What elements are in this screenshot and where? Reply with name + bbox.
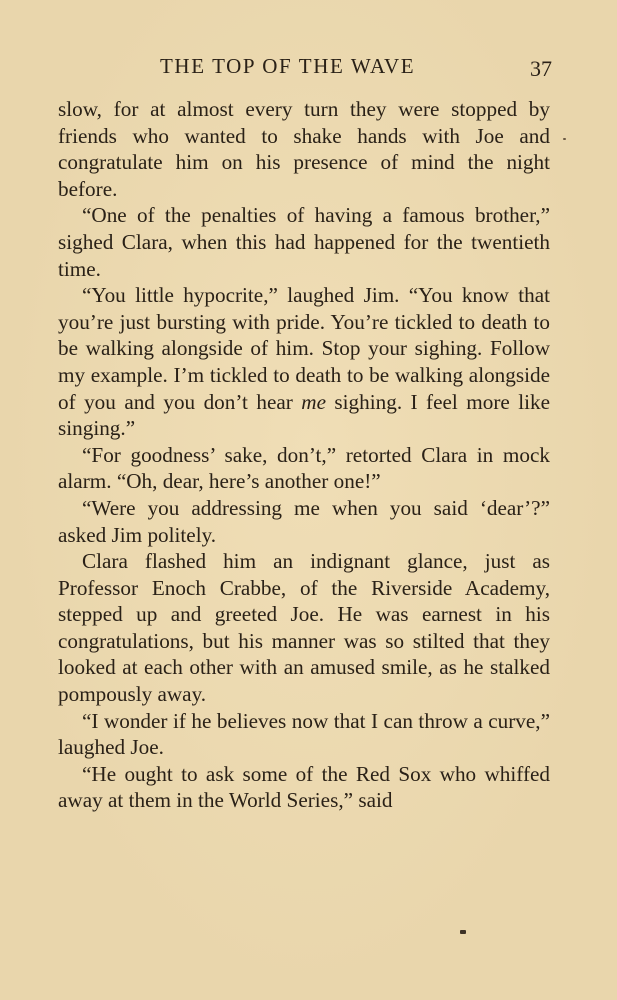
paragraph-continuation: slow, for at almost every turn they were stopped by friends who wanted to shake hands with Joe and congratulate him on his presence of mind the night before. xyxy=(58,97,550,201)
running-title: THE TOP OF THE WAVE xyxy=(160,54,416,78)
paragraph-jim-dear: “Were you addressing me when you said ‘dear’?” asked Jim politely. xyxy=(58,495,550,547)
paragraph-text-before-emphasis: “You little hypocrite,” laughed Jim. “You know that you’re just bursting with pride. You’re tickled to death to be walking alongside of him. Stop your sighing. Follow my example. I’m tickled to death to be walking alongside of you and you don’t hear xyxy=(58,283,550,414)
paper-speck xyxy=(563,138,566,140)
paragraph-red-sox: “He ought to ask some of the Red Sox who whiffed away at them in the World Series,” said xyxy=(58,761,550,813)
paragraph-clara-alarm: “For goodness’ sake, don’t,” retorted Clara in mock alarm. “Oh, dear, here’s another one!” xyxy=(58,442,550,494)
paragraph-professor-crabbe: Clara flashed him an indignant glance, just as Professor Enoch Crabbe, of the Riverside Academy, stepped up and greeted Joe. He was earnest in his congratulations, but his manner was so stilted that they looked at each other with an amused smile, as he stalked pompously away. xyxy=(58,549,550,707)
page-number: 37 xyxy=(530,56,552,81)
paper-speck xyxy=(460,930,466,934)
body-text xyxy=(58,96,550,814)
paragraph-text-after-emphasis: sighing. I feel more like singing.” xyxy=(58,389,550,441)
paragraph-clara-sigh: “One of the penalties of having a famous brother,” sighed Clara, when this had happened for the twentieth time. xyxy=(58,203,550,281)
paragraph-joe-curve: “I wonder if he believes now that I can throw a curve,” laughed Joe. xyxy=(58,708,550,760)
paragraph-jim-hypocrite xyxy=(58,282,550,442)
emphasized-word: me xyxy=(301,389,326,414)
running-head xyxy=(58,54,552,84)
